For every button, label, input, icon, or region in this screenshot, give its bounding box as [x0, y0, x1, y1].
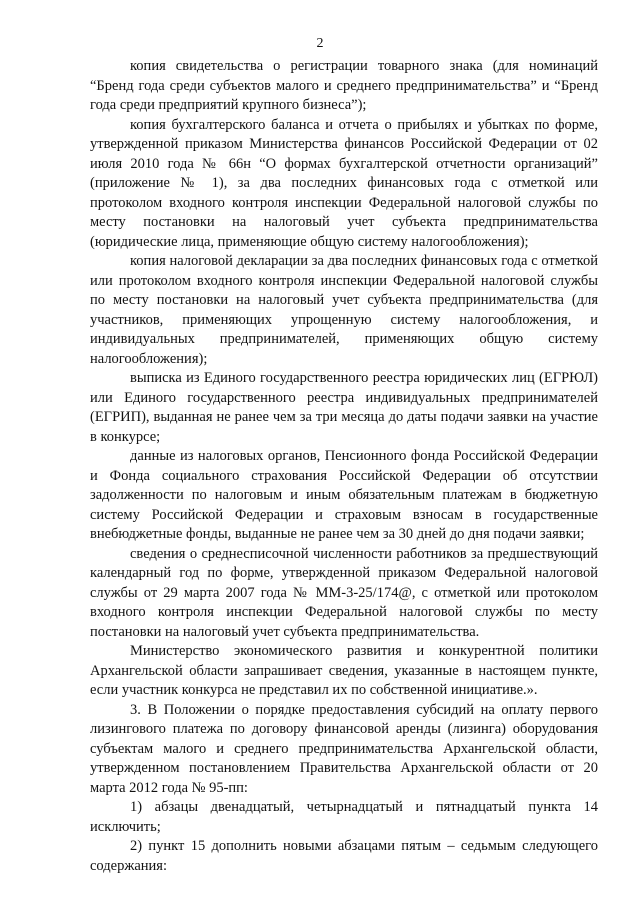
document-body	[90, 57, 598, 876]
page-number: 2	[316, 36, 324, 51]
paragraph-balance-sheet: копия бухгалтерского баланса и отчета о прибылях и убытках по форме, утвержденной приказом Министерства финансов Российской Федерации от 02 июля 2010 года № 66н “О формах бухгалтерской отчетности организаций” (приложение № 1), за два последних финансовых года с отметкой или протоколом входного контроля инспекции Федеральной налоговой службы по месту постановки на налоговый учет субъекта предпринимательства (юридические лица, применяющие общую систему налогообложения);	[90, 116, 598, 250]
paragraph-registry-extract: выписка из Единого государственного реестра юридических лиц (ЕГРЮЛ) или Единого государственного реестра индивидуальных предпринимателей (ЕГРИП), выданная не ранее чем за три месяца до даты подачи заявки на участие в конкурсе;	[90, 370, 598, 445]
paragraph-section-3: 3. В Положении о порядке предоставления субсидий на оплату первого лизингового платежа по договору финансовой аренды (лизинга) оборудования субъектам малого и среднего предпринимательства Архангельской области, утвержденном постановлением Правительства Архангельской области от 20 марта 2012 года № 95-пп:	[90, 701, 598, 796]
paragraph-headcount-info: сведения о среднесписочной численности работников за предшествующий календарный год по форме, утвержденной приказом Федеральной налоговой службы от 29 марта 2007 года № ММ-3-25/174@, с отметкой или протоколом входного контроля инспекции Федеральной налоговой службы по месту постановки на налоговый учет субъекта предпринимательства.	[90, 545, 598, 640]
paragraph-item-2: 2) пункт 15 дополнить новыми абзацами пятым – седьмым следующего содержания:	[90, 838, 598, 874]
paragraph-ministry-request: Министерство экономического развития и конкурентной политики Архангельской области запрашивает сведения, указанные в настоящем пункте, если участник конкурса не представил их по собственной инициативе.».	[90, 643, 598, 698]
paragraph-item-1: 1) абзацы двенадцатый, четырнадцатый и пятнадцатый пункта 14 исключить;	[90, 799, 598, 835]
paragraph-tax-authority-data: данные из налоговых органов, Пенсионного фонда Российской Федерации и Фонда социального страхования Российской Федерации об отсутствии задолженности по налоговым и иным обязательным платежам в бюджетную систему Российской Федерации и страховым взносам в государственные внебюджетные фонды, выданные не ранее чем за 30 дней до дня подачи заявки;	[90, 448, 598, 542]
paragraph-tax-declaration: копия налоговой декларации за два последних финансовых года с отметкой или протоколом входного контроля инспекции Федеральной налоговой службы по месту постановки на налоговый учет субъекта предпринимательства (для участников, применяющих упрощенную систему налогообложения, и индивидуальных предпринимателей, применяющих общую систему налогообложения);	[90, 253, 598, 367]
paragraph-trademark-certificate: копия свидетельства о регистрации товарного знака (для номинаций “Бренд года среди субъектов малого и среднего предпринимательства” и “Бренд года среди предприятий крупного бизнеса”);	[90, 58, 598, 113]
